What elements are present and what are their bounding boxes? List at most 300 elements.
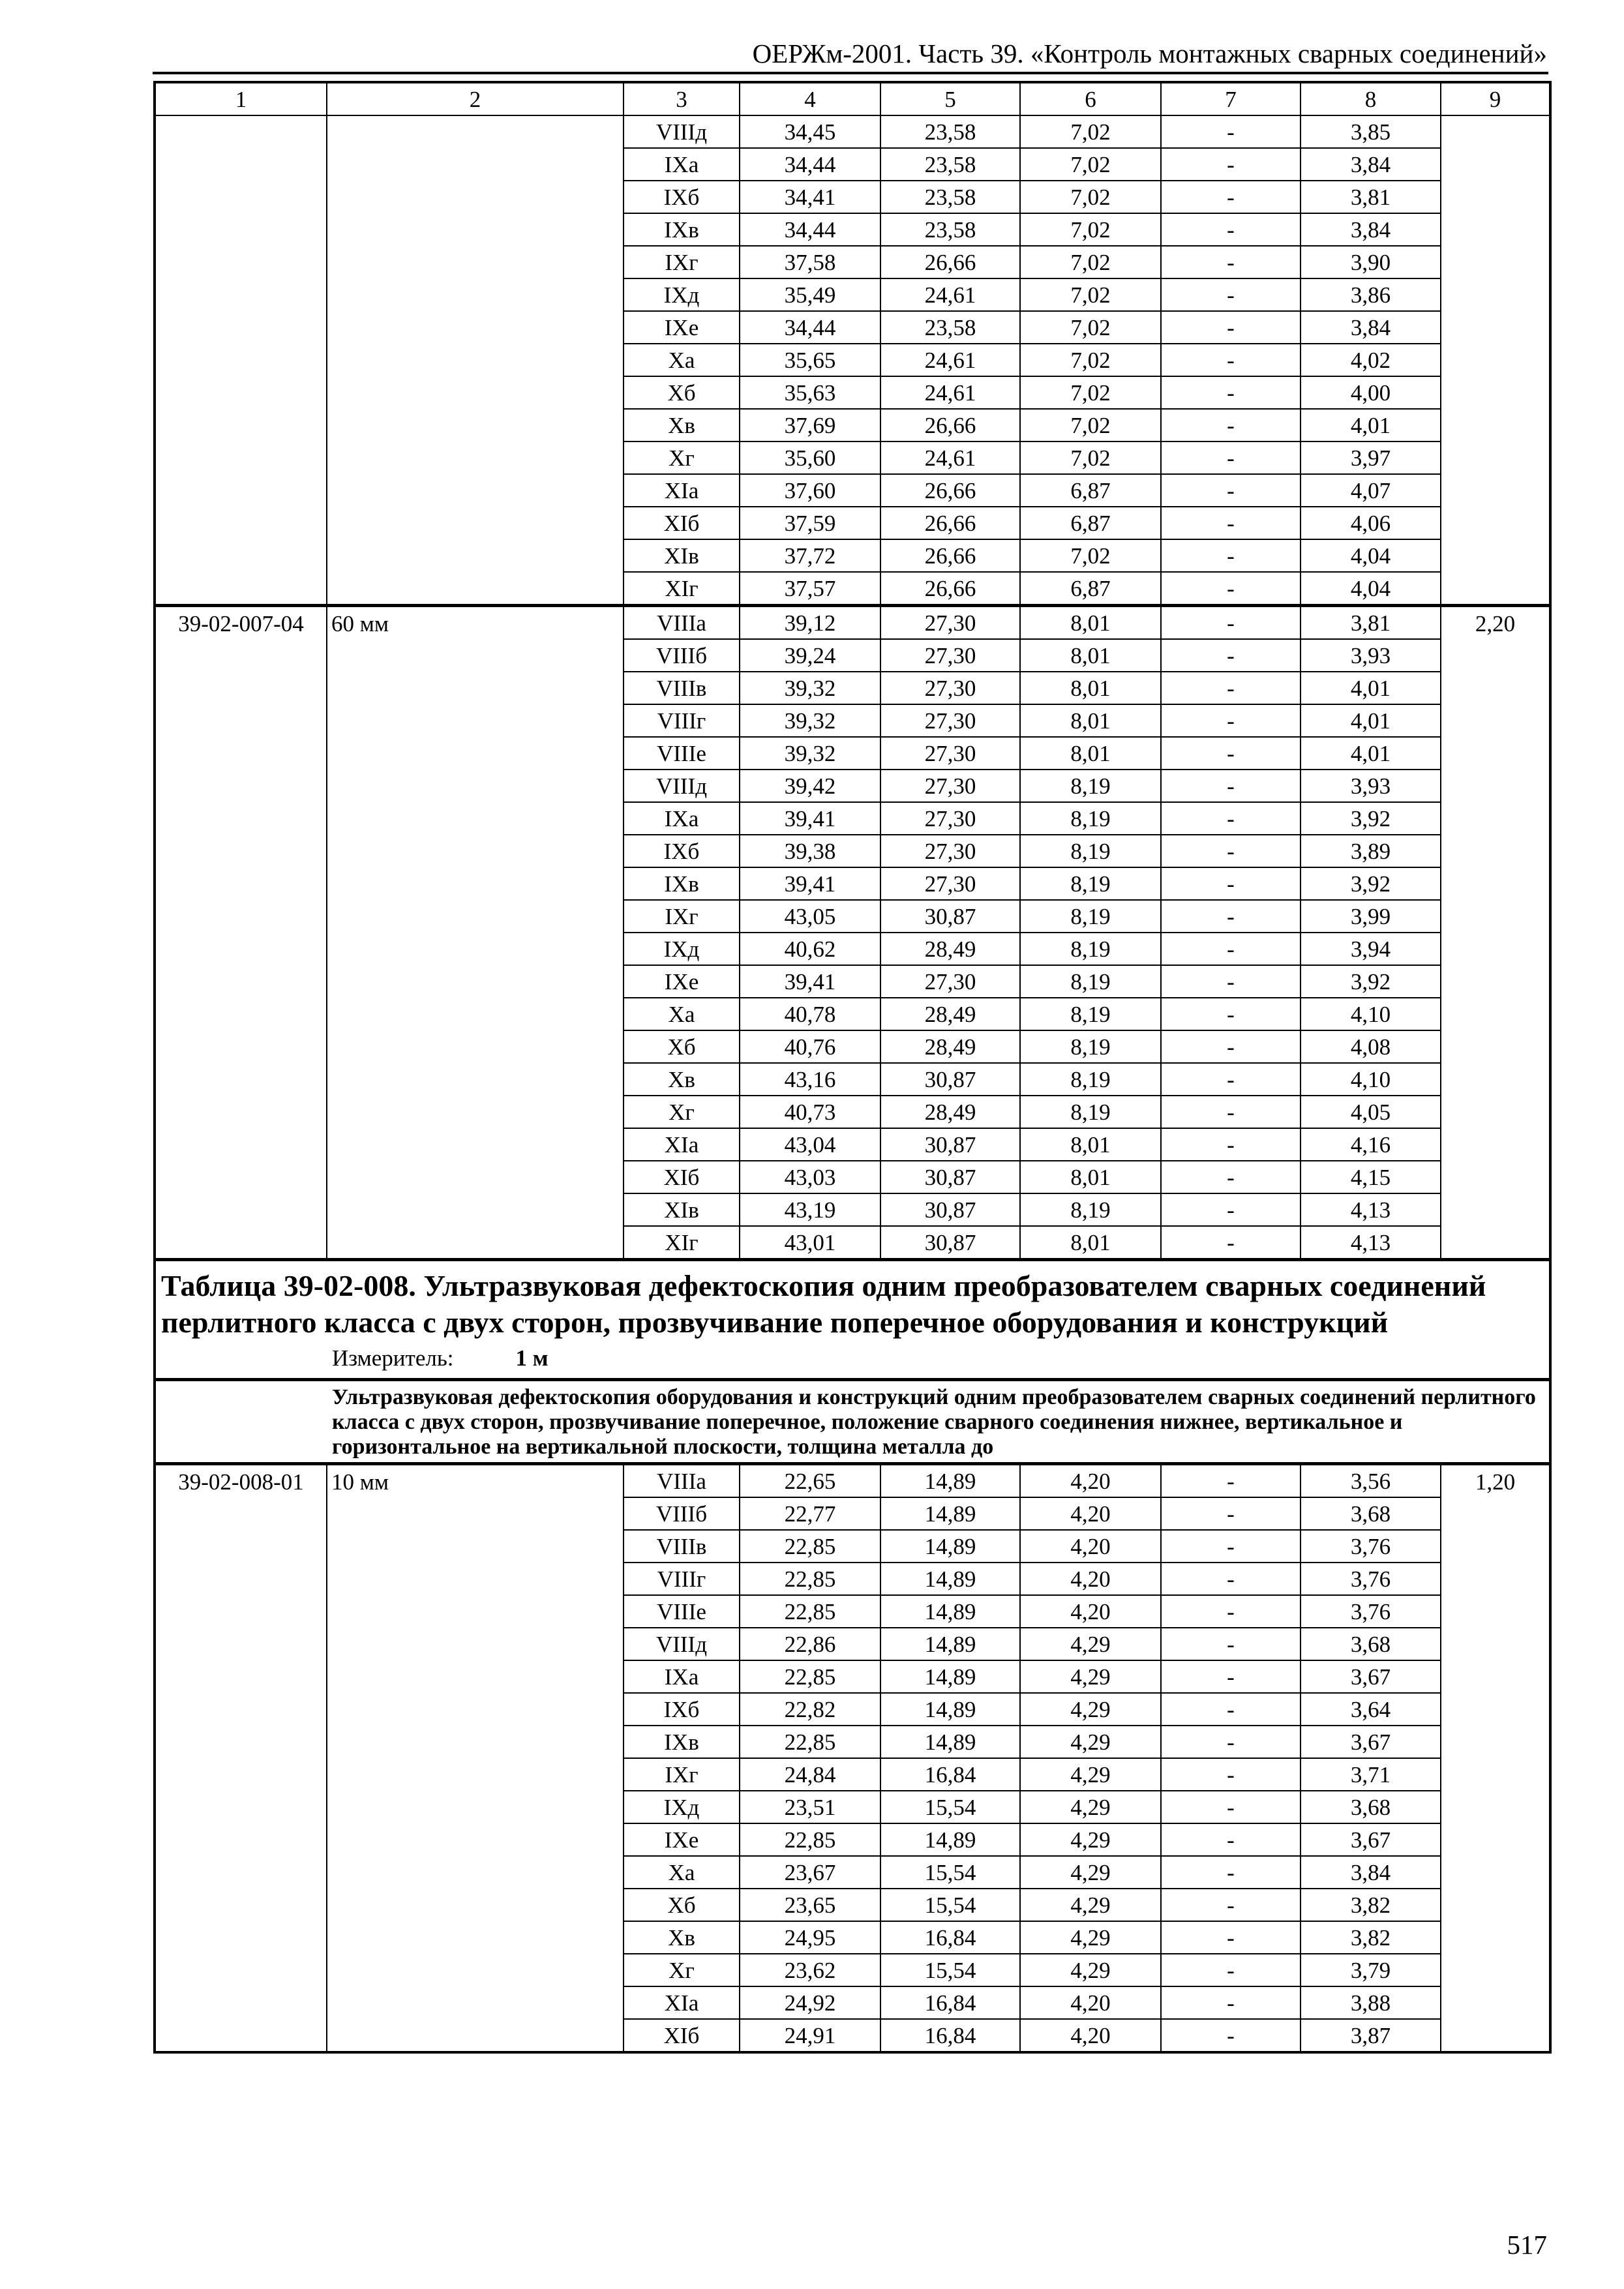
wages: 24,61 xyxy=(880,278,1020,311)
labor-cost: 3,93 xyxy=(1301,639,1441,672)
total-cost: 39,24 xyxy=(740,639,880,672)
header-divider xyxy=(153,72,1548,74)
wages: 24,61 xyxy=(880,344,1020,376)
category: XIв xyxy=(624,539,740,572)
incl-driver-wages: - xyxy=(1161,181,1301,213)
total-cost: 35,49 xyxy=(740,278,880,311)
labor-cost: 3,81 xyxy=(1301,181,1441,213)
wages: 23,58 xyxy=(880,181,1020,213)
total-cost: 23,65 xyxy=(740,1889,880,1921)
total-cost: 40,62 xyxy=(740,933,880,965)
total-cost: 35,65 xyxy=(740,344,880,376)
category: IXв xyxy=(624,867,740,900)
machine-cost: 8,19 xyxy=(1020,900,1161,933)
machine-cost: 4,29 xyxy=(1020,1791,1161,1823)
wages: 14,89 xyxy=(880,1530,1020,1563)
incl-driver-wages: - xyxy=(1161,1726,1301,1758)
incl-driver-wages: - xyxy=(1161,933,1301,965)
category: VIIIа xyxy=(624,1464,740,1498)
category: VIIIв xyxy=(624,1530,740,1563)
labor-cost: 3,76 xyxy=(1301,1595,1441,1628)
wages: 30,87 xyxy=(880,1063,1020,1096)
incl-driver-wages: - xyxy=(1161,441,1301,474)
wages: 27,30 xyxy=(880,672,1020,704)
category: Xб xyxy=(624,1030,740,1063)
labor-cost: 4,13 xyxy=(1301,1226,1441,1260)
labor-cost: 3,92 xyxy=(1301,965,1441,998)
incl-driver-wages: - xyxy=(1161,1889,1301,1921)
labor-cost: 3,84 xyxy=(1301,148,1441,181)
labor-cost: 4,01 xyxy=(1301,704,1441,737)
incl-driver-wages: - xyxy=(1161,704,1301,737)
machine-cost: 8,19 xyxy=(1020,835,1161,867)
labor-cost: 3,82 xyxy=(1301,1921,1441,1954)
total-cost: 37,59 xyxy=(740,507,880,539)
total-cost: 22,85 xyxy=(740,1660,880,1693)
incl-driver-wages: - xyxy=(1161,1856,1301,1889)
wages: 30,87 xyxy=(880,1193,1020,1226)
machine-cost: 4,29 xyxy=(1020,1758,1161,1791)
labor-cost: 3,81 xyxy=(1301,606,1441,640)
wages: 26,66 xyxy=(880,539,1020,572)
total-cost: 39,12 xyxy=(740,606,880,640)
page-number: 517 xyxy=(1507,2230,1547,2260)
incl-driver-wages: - xyxy=(1161,246,1301,278)
wages: 16,84 xyxy=(880,2019,1020,2052)
incl-driver-wages: - xyxy=(1161,1693,1301,1726)
total-cost: 43,05 xyxy=(740,900,880,933)
wages: 14,89 xyxy=(880,1595,1020,1628)
machine-cost: 4,29 xyxy=(1020,1823,1161,1856)
machine-cost: 8,19 xyxy=(1020,1063,1161,1096)
machine-cost: 7,02 xyxy=(1020,246,1161,278)
total-cost: 22,77 xyxy=(740,1497,880,1530)
category: XIв xyxy=(624,1193,740,1226)
machine-cost: 8,01 xyxy=(1020,606,1161,640)
machine-cost: 7,02 xyxy=(1020,376,1161,409)
total-cost: 24,91 xyxy=(740,2019,880,2052)
labor-machinists xyxy=(1441,115,1550,606)
category: Xв xyxy=(624,409,740,441)
incl-driver-wages: - xyxy=(1161,572,1301,606)
labor-cost: 4,15 xyxy=(1301,1161,1441,1193)
total-cost: 35,60 xyxy=(740,441,880,474)
total-cost: 34,44 xyxy=(740,148,880,181)
incl-driver-wages: - xyxy=(1161,1954,1301,1986)
total-cost: 24,92 xyxy=(740,1986,880,2019)
wages: 23,58 xyxy=(880,311,1020,344)
machine-cost: 8,19 xyxy=(1020,1030,1161,1063)
wages: 28,49 xyxy=(880,1030,1020,1063)
table-title: Таблица 39-02-008. Ультразвуковая дефектоскопия одним преобразователем сварных соединений перлитного класса с двух сторон, прозвучивание поперечное оборудования и конструкций xyxy=(161,1269,1486,1339)
labor-cost: 4,07 xyxy=(1301,474,1441,507)
wages: 27,30 xyxy=(880,704,1020,737)
labor-cost: 4,02 xyxy=(1301,344,1441,376)
total-cost: 34,41 xyxy=(740,181,880,213)
wages: 15,54 xyxy=(880,1889,1020,1921)
wages: 23,58 xyxy=(880,148,1020,181)
labor-cost: 3,84 xyxy=(1301,1856,1441,1889)
wages: 30,87 xyxy=(880,900,1020,933)
column-number-8: 8 xyxy=(1301,82,1441,115)
total-cost: 22,85 xyxy=(740,1595,880,1628)
metal-thickness xyxy=(327,115,624,606)
total-cost: 40,78 xyxy=(740,998,880,1030)
category: VIIIб xyxy=(624,1497,740,1530)
total-cost: 43,04 xyxy=(740,1128,880,1161)
total-cost: 39,32 xyxy=(740,672,880,704)
labor-cost: 4,01 xyxy=(1301,672,1441,704)
machine-cost: 4,20 xyxy=(1020,1464,1161,1498)
machine-cost: 4,29 xyxy=(1020,1726,1161,1758)
labor-cost: 3,68 xyxy=(1301,1497,1441,1530)
incl-driver-wages: - xyxy=(1161,1128,1301,1161)
wages: 24,61 xyxy=(880,376,1020,409)
category: VIIIв xyxy=(624,672,740,704)
total-cost: 24,84 xyxy=(740,1758,880,1791)
wages: 16,84 xyxy=(880,1758,1020,1791)
incl-driver-wages: - xyxy=(1161,1464,1301,1498)
total-cost: 39,38 xyxy=(740,835,880,867)
incl-driver-wages: - xyxy=(1161,1921,1301,1954)
machine-cost: 4,29 xyxy=(1020,1660,1161,1693)
category: XIг xyxy=(624,1226,740,1260)
wages: 23,58 xyxy=(880,213,1020,246)
incl-driver-wages: - xyxy=(1161,344,1301,376)
incl-driver-wages: - xyxy=(1161,1096,1301,1128)
total-cost: 39,32 xyxy=(740,704,880,737)
machine-cost: 7,02 xyxy=(1020,278,1161,311)
labor-cost: 3,71 xyxy=(1301,1758,1441,1791)
labor-cost: 3,79 xyxy=(1301,1954,1441,1986)
machine-cost: 6,87 xyxy=(1020,572,1161,606)
wages: 24,61 xyxy=(880,441,1020,474)
category: Xб xyxy=(624,376,740,409)
labor-cost: 3,84 xyxy=(1301,311,1441,344)
incl-driver-wages: - xyxy=(1161,507,1301,539)
column-number-9: 9 xyxy=(1441,82,1550,115)
category: VIIIе xyxy=(624,737,740,770)
total-cost: 39,41 xyxy=(740,965,880,998)
machine-cost: 4,29 xyxy=(1020,1889,1161,1921)
total-cost: 24,95 xyxy=(740,1921,880,1954)
table-title-cell xyxy=(155,1260,1550,1380)
machine-cost: 7,02 xyxy=(1020,181,1161,213)
machine-cost: 8,19 xyxy=(1020,867,1161,900)
wages: 30,87 xyxy=(880,1128,1020,1161)
labor-cost: 3,87 xyxy=(1301,2019,1441,2052)
total-cost: 22,85 xyxy=(740,1530,880,1563)
machine-cost: 4,20 xyxy=(1020,1497,1161,1530)
wages: 28,49 xyxy=(880,1096,1020,1128)
machine-cost: 7,02 xyxy=(1020,148,1161,181)
incl-driver-wages: - xyxy=(1161,278,1301,311)
category: XIа xyxy=(624,1128,740,1161)
category: Xв xyxy=(624,1063,740,1096)
incl-driver-wages: - xyxy=(1161,1530,1301,1563)
running-header: ОЕРЖм-2001. Часть 39. «Контроль монтажных сварных соединений» xyxy=(752,38,1547,68)
wages: 28,49 xyxy=(880,933,1020,965)
total-cost: 34,45 xyxy=(740,115,880,148)
category: Xа xyxy=(624,344,740,376)
labor-machinists: 2,20 xyxy=(1441,606,1550,1260)
incl-driver-wages: - xyxy=(1161,639,1301,672)
incl-driver-wages: - xyxy=(1161,770,1301,802)
total-cost: 22,65 xyxy=(740,1464,880,1498)
incl-driver-wages: - xyxy=(1161,474,1301,507)
machine-cost: 4,20 xyxy=(1020,1530,1161,1563)
incl-driver-wages: - xyxy=(1161,1758,1301,1791)
metal-thickness: 60 мм xyxy=(327,606,624,1260)
total-cost: 35,63 xyxy=(740,376,880,409)
incl-driver-wages: - xyxy=(1161,1823,1301,1856)
labor-cost: 4,10 xyxy=(1301,1063,1441,1096)
column-number-3: 3 xyxy=(624,82,740,115)
category: IXд xyxy=(624,933,740,965)
machine-cost: 8,19 xyxy=(1020,933,1161,965)
wages: 27,30 xyxy=(880,639,1020,672)
total-cost: 37,58 xyxy=(740,246,880,278)
total-cost: 37,57 xyxy=(740,572,880,606)
wages: 16,84 xyxy=(880,1986,1020,2019)
category: Xа xyxy=(624,998,740,1030)
labor-cost: 3,67 xyxy=(1301,1660,1441,1693)
machine-cost: 4,29 xyxy=(1020,1954,1161,1986)
machine-cost: 8,01 xyxy=(1020,704,1161,737)
labor-cost: 4,05 xyxy=(1301,1096,1441,1128)
incl-driver-wages: - xyxy=(1161,965,1301,998)
machine-cost: 7,02 xyxy=(1020,344,1161,376)
incl-driver-wages: - xyxy=(1161,148,1301,181)
incl-driver-wages: - xyxy=(1161,1161,1301,1193)
column-number-row xyxy=(155,82,1550,115)
machine-cost: 8,19 xyxy=(1020,998,1161,1030)
table-row xyxy=(155,606,1550,640)
machine-cost: 7,02 xyxy=(1020,539,1161,572)
wages: 28,49 xyxy=(880,998,1020,1030)
category: IXг xyxy=(624,246,740,278)
labor-cost: 3,68 xyxy=(1301,1791,1441,1823)
wages: 14,89 xyxy=(880,1660,1020,1693)
labor-cost: 4,01 xyxy=(1301,409,1441,441)
category: Xг xyxy=(624,441,740,474)
wages: 30,87 xyxy=(880,1226,1020,1260)
labor-cost: 4,01 xyxy=(1301,737,1441,770)
labor-cost: 4,04 xyxy=(1301,539,1441,572)
wages: 27,30 xyxy=(880,802,1020,835)
machine-cost: 8,01 xyxy=(1020,1128,1161,1161)
machine-cost: 4,29 xyxy=(1020,1921,1161,1954)
category: Xг xyxy=(624,1954,740,1986)
wages: 14,89 xyxy=(880,1497,1020,1530)
labor-cost: 4,10 xyxy=(1301,998,1441,1030)
category: VIIIд xyxy=(624,115,740,148)
total-cost: 37,72 xyxy=(740,539,880,572)
incl-driver-wages: - xyxy=(1161,737,1301,770)
incl-driver-wages: - xyxy=(1161,606,1301,640)
total-cost: 23,62 xyxy=(740,1954,880,1986)
machine-cost: 4,20 xyxy=(1020,1986,1161,2019)
incl-driver-wages: - xyxy=(1161,1563,1301,1595)
category: VIIIг xyxy=(624,704,740,737)
labor-cost: 3,93 xyxy=(1301,770,1441,802)
incl-driver-wages: - xyxy=(1161,213,1301,246)
column-number-2: 2 xyxy=(327,82,624,115)
labor-cost: 3,92 xyxy=(1301,802,1441,835)
incl-driver-wages: - xyxy=(1161,900,1301,933)
wages: 30,87 xyxy=(880,1161,1020,1193)
total-cost: 22,86 xyxy=(740,1628,880,1660)
labor-machinists: 1,20 xyxy=(1441,1464,1550,2053)
category: XIа xyxy=(624,474,740,507)
incl-driver-wages: - xyxy=(1161,1063,1301,1096)
rate-code: 39-02-008-01 xyxy=(155,1464,327,2053)
machine-cost: 8,19 xyxy=(1020,965,1161,998)
incl-driver-wages: - xyxy=(1161,1660,1301,1693)
total-cost: 40,73 xyxy=(740,1096,880,1128)
category: Xв xyxy=(624,1921,740,1954)
total-cost: 39,41 xyxy=(740,802,880,835)
column-number-1: 1 xyxy=(155,82,327,115)
labor-cost: 3,88 xyxy=(1301,1986,1441,2019)
wages: 15,54 xyxy=(880,1856,1020,1889)
machine-cost: 8,01 xyxy=(1020,1161,1161,1193)
category: VIIIд xyxy=(624,770,740,802)
wages: 26,66 xyxy=(880,409,1020,441)
column-number-4: 4 xyxy=(740,82,880,115)
wages: 27,30 xyxy=(880,770,1020,802)
labor-cost: 3,99 xyxy=(1301,900,1441,933)
measure-unit xyxy=(161,1345,1544,1373)
wages: 14,89 xyxy=(880,1628,1020,1660)
labor-cost: 3,85 xyxy=(1301,115,1441,148)
category: IXд xyxy=(624,278,740,311)
machine-cost: 6,87 xyxy=(1020,474,1161,507)
category: Xа xyxy=(624,1856,740,1889)
category: IXа xyxy=(624,1660,740,1693)
total-cost: 43,01 xyxy=(740,1226,880,1260)
labor-cost: 4,00 xyxy=(1301,376,1441,409)
total-cost: 39,42 xyxy=(740,770,880,802)
machine-cost: 8,01 xyxy=(1020,639,1161,672)
machine-cost: 4,20 xyxy=(1020,2019,1161,2052)
machine-cost: 8,19 xyxy=(1020,1193,1161,1226)
labor-cost: 3,86 xyxy=(1301,278,1441,311)
category: IXб xyxy=(624,181,740,213)
section-subtitle-row xyxy=(155,1379,1550,1463)
category: VIIIг xyxy=(624,1563,740,1595)
total-cost: 43,03 xyxy=(740,1161,880,1193)
total-cost: 39,41 xyxy=(740,867,880,900)
labor-cost: 3,84 xyxy=(1301,213,1441,246)
machine-cost: 7,02 xyxy=(1020,115,1161,148)
machine-cost: 8,19 xyxy=(1020,1096,1161,1128)
incl-driver-wages: - xyxy=(1161,1791,1301,1823)
category: IXа xyxy=(624,148,740,181)
machine-cost: 8,01 xyxy=(1020,737,1161,770)
incl-driver-wages: - xyxy=(1161,835,1301,867)
category: IXе xyxy=(624,965,740,998)
wages: 14,89 xyxy=(880,1726,1020,1758)
wages: 14,89 xyxy=(880,1693,1020,1726)
labor-cost: 3,92 xyxy=(1301,867,1441,900)
column-number-7: 7 xyxy=(1161,82,1301,115)
labor-cost: 3,94 xyxy=(1301,933,1441,965)
machine-cost: 8,01 xyxy=(1020,672,1161,704)
labor-cost: 4,13 xyxy=(1301,1193,1441,1226)
rate-code: 39-02-007-04 xyxy=(155,606,327,1260)
incl-driver-wages: - xyxy=(1161,409,1301,441)
column-number-6: 6 xyxy=(1020,82,1161,115)
incl-driver-wages: - xyxy=(1161,1193,1301,1226)
total-cost: 43,16 xyxy=(740,1063,880,1096)
total-cost: 37,69 xyxy=(740,409,880,441)
category: XIб xyxy=(624,507,740,539)
labor-cost: 3,56 xyxy=(1301,1464,1441,1498)
labor-cost: 3,68 xyxy=(1301,1628,1441,1660)
machine-cost: 7,02 xyxy=(1020,213,1161,246)
category: IXг xyxy=(624,1758,740,1791)
machine-cost: 8,19 xyxy=(1020,770,1161,802)
wages: 27,30 xyxy=(880,965,1020,998)
machine-cost: 4,20 xyxy=(1020,1595,1161,1628)
incl-driver-wages: - xyxy=(1161,802,1301,835)
category: IXе xyxy=(624,311,740,344)
total-cost: 22,82 xyxy=(740,1693,880,1726)
machine-cost: 7,02 xyxy=(1020,409,1161,441)
incl-driver-wages: - xyxy=(1161,672,1301,704)
category: IXе xyxy=(624,1823,740,1856)
labor-cost: 4,06 xyxy=(1301,507,1441,539)
incl-driver-wages: - xyxy=(1161,1497,1301,1530)
category: XIб xyxy=(624,2019,740,2052)
wages: 23,58 xyxy=(880,115,1020,148)
category: Xб xyxy=(624,1889,740,1921)
total-cost: 22,85 xyxy=(740,1823,880,1856)
category: IXа xyxy=(624,802,740,835)
category: VIIIд xyxy=(624,1628,740,1660)
category: IXв xyxy=(624,213,740,246)
machine-cost: 4,29 xyxy=(1020,1693,1161,1726)
machine-cost: 6,87 xyxy=(1020,507,1161,539)
incl-driver-wages: - xyxy=(1161,1595,1301,1628)
total-cost: 40,76 xyxy=(740,1030,880,1063)
wages: 27,30 xyxy=(880,737,1020,770)
labor-cost: 3,76 xyxy=(1301,1563,1441,1595)
total-cost: 22,85 xyxy=(740,1563,880,1595)
total-cost: 23,67 xyxy=(740,1856,880,1889)
incl-driver-wages: - xyxy=(1161,2019,1301,2052)
total-cost: 39,32 xyxy=(740,737,880,770)
machine-cost: 4,29 xyxy=(1020,1628,1161,1660)
total-cost: 22,85 xyxy=(740,1726,880,1758)
machine-cost: 7,02 xyxy=(1020,441,1161,474)
labor-cost: 3,64 xyxy=(1301,1693,1441,1726)
category: Xг xyxy=(624,1096,740,1128)
labor-cost: 3,90 xyxy=(1301,246,1441,278)
incl-driver-wages: - xyxy=(1161,1986,1301,2019)
category: VIIIа xyxy=(624,606,740,640)
category: IXд xyxy=(624,1791,740,1823)
wages: 26,66 xyxy=(880,572,1020,606)
wages: 26,66 xyxy=(880,246,1020,278)
labor-cost: 3,97 xyxy=(1301,441,1441,474)
table-row xyxy=(155,115,1550,148)
incl-driver-wages: - xyxy=(1161,376,1301,409)
category: XIа xyxy=(624,1986,740,2019)
category: IXб xyxy=(624,1693,740,1726)
wages: 14,89 xyxy=(880,1823,1020,1856)
